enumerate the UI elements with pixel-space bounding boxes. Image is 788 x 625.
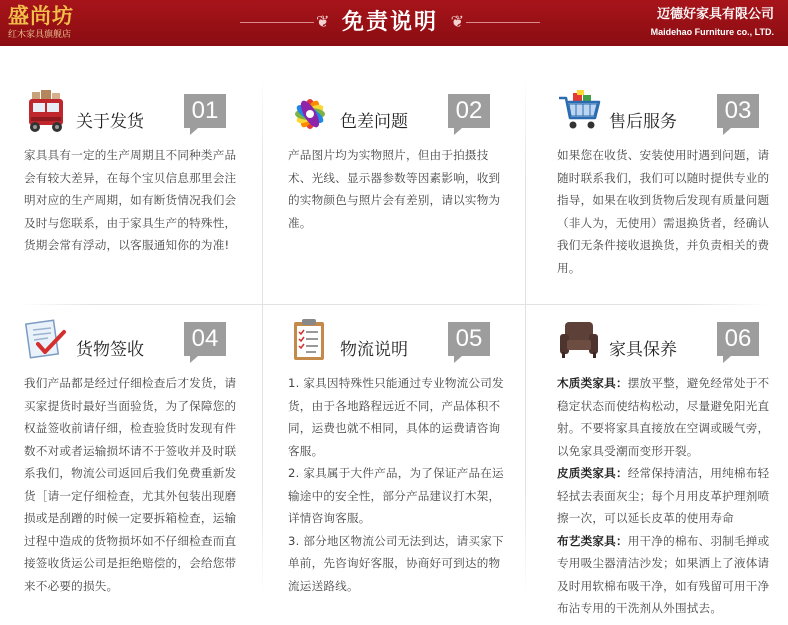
card-paragraph (557, 530, 775, 620)
card-paragraph: 家具具有一定的生产周期且不同种类产品会有较大差异，在每个宝贝信息那里会注明对应的生产周期，如有断货情况我们会及时与您联系，由于家具生产的特殊性，货期会常有浮动，以客服通知你的为准! (24, 148, 237, 252)
policy-card-color-difference (288, 90, 528, 290)
delivery-truck-icon (24, 90, 68, 134)
paragraph-heading: 皮质类家具： (557, 466, 628, 480)
card-paragraph: 1. 家具因特殊性只能通过专业物流公司发货，由于各地路程远近不同，产品体积不同，运费也就不相同，具体的运费请咨询客服。 (288, 376, 504, 458)
header-bar (0, 0, 788, 46)
card-body (557, 372, 775, 620)
policy-card-after-sales (557, 90, 788, 290)
card-number-badge: 01 (184, 94, 226, 128)
paragraph-text: 用干净的棉布、羽制毛掸或专用吸尘器清洁沙发；如果洒上了液体请及时用软棉布吸干净，如有残留可用干净布沾专用的干洗剂从外围拭去。 (557, 533, 770, 615)
card-paragraph (557, 372, 775, 462)
card-body (557, 144, 775, 279)
color-wheel-icon (288, 90, 332, 134)
card-paragraph: 我们产品都是经过仔细检查后才发货，请买家提货时最好当面验货，为了保障您的权益签收前请仔细，检查验货时发现有件数不对或者运输损坏请不于签收并及时联系我们，物流公司返回后我们免费重新发货［请一定仔细检查，尤其外包装出现磨损或是刮蹭的时候一定要拆箱检查，运输过程中造成的货物损坏如不仔细检查而直接签收货运公司是拒绝赔偿的，会给您带来不必要的损失。 (24, 376, 237, 593)
card-title: 家具保养 (609, 340, 677, 360)
ornament-left-icon: ❦ (316, 12, 330, 31)
card-title: 货物签收 (76, 340, 144, 360)
paragraph-heading: 布艺类家具： (557, 533, 628, 548)
logo-subtitle: 红木家具旗舰店 (8, 30, 72, 40)
card-body (288, 144, 506, 234)
policy-card-shipping (24, 90, 264, 290)
card-number-badge: 06 (717, 322, 759, 356)
card-title: 物流说明 (340, 340, 408, 360)
clipboard-checklist-icon (288, 318, 332, 362)
logo-mark: 盛尚坊 (8, 3, 74, 28)
card-number-badge: 04 (184, 322, 226, 356)
policy-card-signing (24, 318, 264, 618)
page-title: 免责说明 (341, 10, 438, 35)
shopping-cart-icon (557, 90, 601, 134)
card-paragraph: 3. 部分地区物流公司无法到达，请买家下单前，先咨询好客服，协商好可到达的物流运送路线。 (288, 533, 504, 593)
card-number-badge: 05 (448, 322, 490, 356)
card-body (24, 372, 242, 597)
divider-line-right (466, 22, 540, 23)
card-number-badge: 02 (448, 94, 490, 128)
card-title: 色差问题 (340, 112, 408, 132)
signed-document-icon (24, 318, 68, 362)
card-paragraph (557, 462, 775, 530)
store-logo[interactable] (8, 3, 88, 43)
page-title-area (240, 0, 540, 46)
policy-grid (0, 46, 788, 625)
card-paragraph: 产品图片均为实物照片，但由于拍摄技术、光线、显示器参数等因素影响，收到的实物颜色与照片会有差别，请以实物为准。 (288, 148, 501, 230)
ornament-right-icon: ❦ (450, 12, 464, 31)
company-name-cn: 迈德好家具有限公司 (656, 7, 774, 22)
armchair-icon (557, 318, 601, 362)
card-title: 关于发货 (76, 112, 144, 132)
company-name-en: Maidehao Furniture co., LTD. (650, 27, 774, 37)
card-paragraph: 如果您在收货、安装使用时遇到问题，请随时联系我们，我们可以随时提供专业的指导，如果在收到货物后发现有质量问题（非人为，无使用）需退换货者，经确认我们无条件接收退换货，并负责相关的费用。 (557, 148, 770, 275)
card-body (24, 144, 242, 257)
card-paragraph: 2. 家具属于大件产品，为了保证产品在运输途中的安全性，部分产品建议打木架，详情咨询客服。 (288, 466, 504, 525)
paragraph-text: 经常保持清洁，用纯棉布轻轻拭去表面灰尘；每个月用皮革护理剂喷擦一次，可以延长皮革的使用寿命 (557, 466, 770, 525)
card-body (288, 372, 506, 597)
card-title: 售后服务 (609, 112, 677, 132)
paragraph-heading: 木质类家具： (557, 376, 628, 390)
card-number-badge: 03 (717, 94, 759, 128)
row-divider (20, 304, 768, 305)
paragraph-text: 摆放平整，避免经常处于不稳定状态而使结构松动，尽量避免阳光直射。不要将家具直接放在空调或暖气旁，以免家具受潮而变形开裂。 (557, 376, 770, 458)
company-name (651, 6, 774, 39)
policy-card-logistics (288, 318, 528, 618)
policy-card-maintenance (557, 318, 788, 618)
